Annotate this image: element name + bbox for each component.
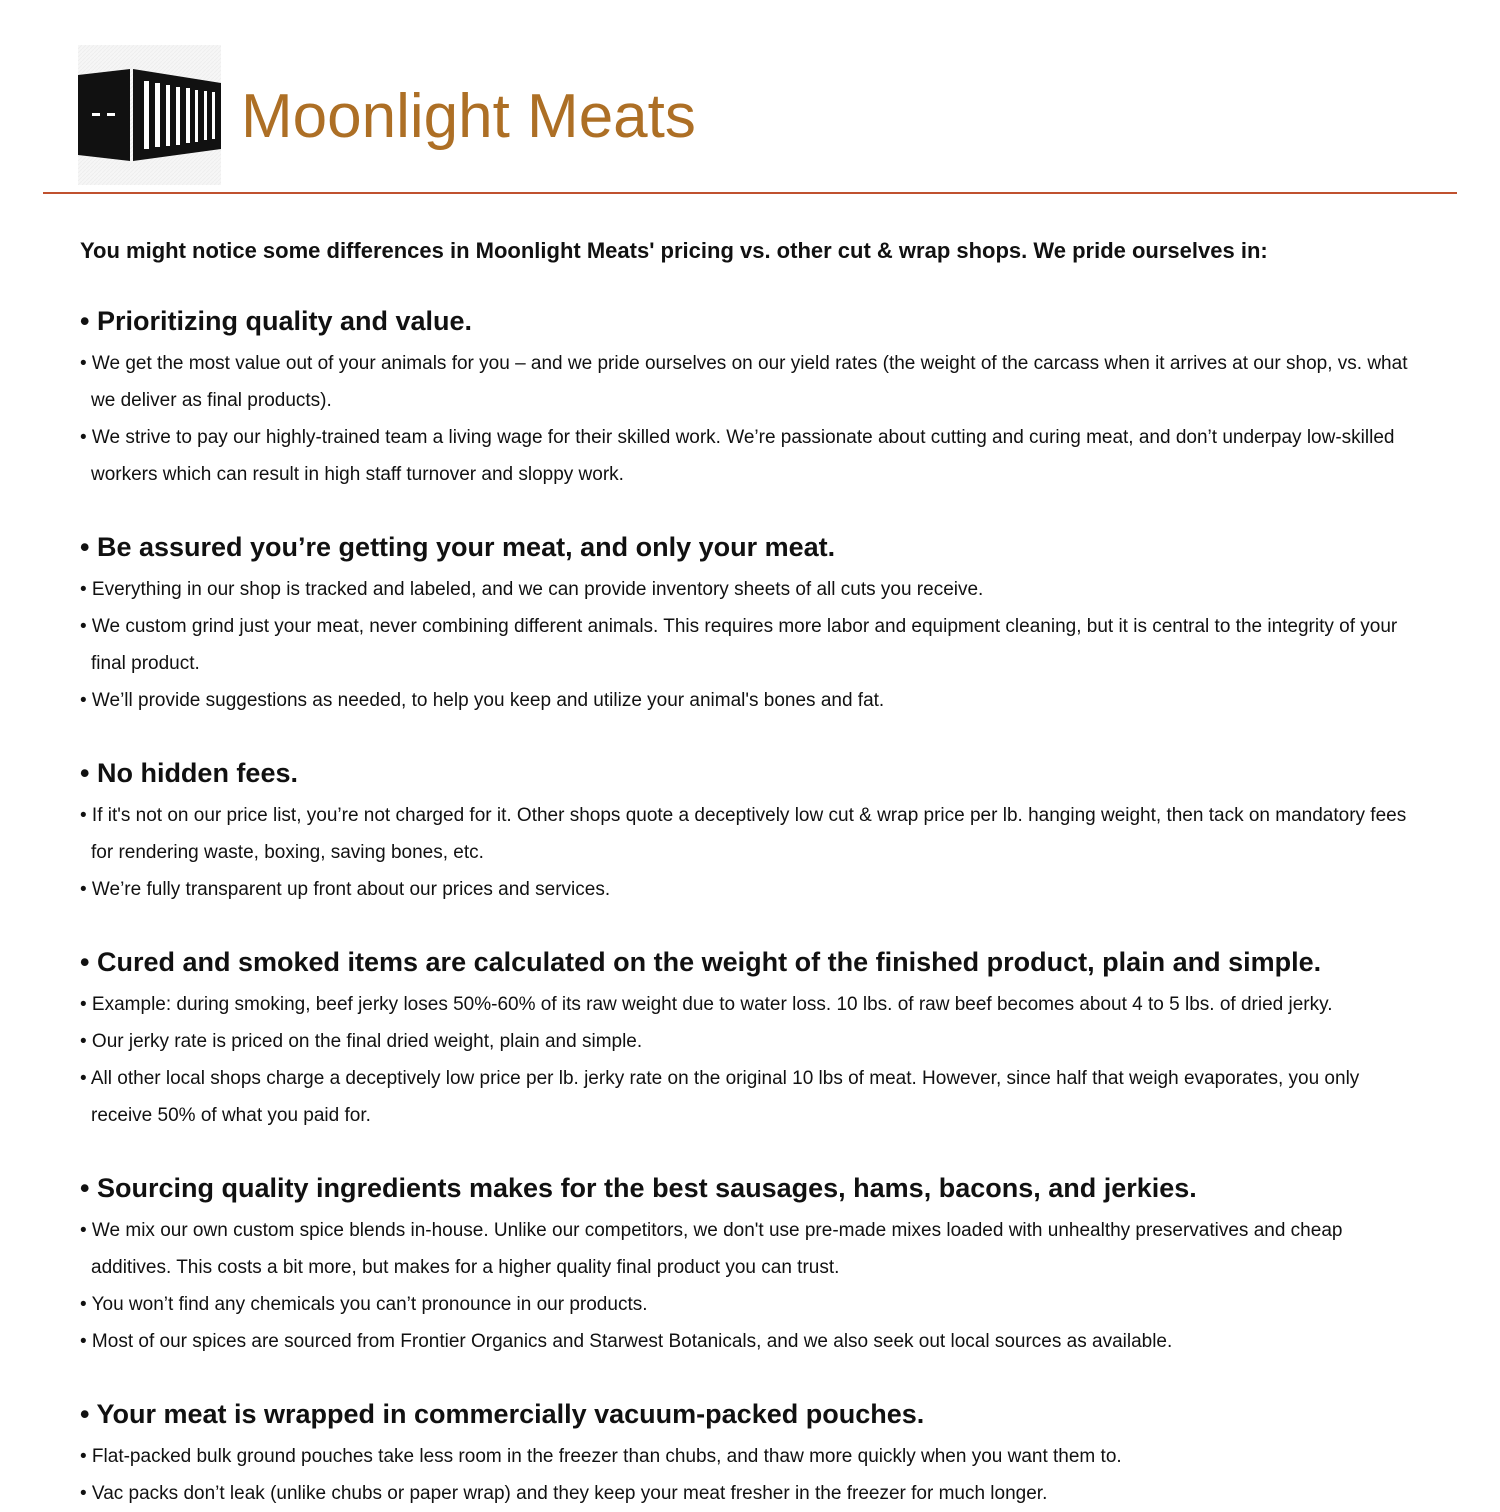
main-content	[80, 235, 1425, 1512]
section-cured-smoked	[80, 946, 1425, 1134]
list-item: • Flat-packed bulk ground pouches take less room in the freezer than chubs, and thaw more quickly when you want them to.	[80, 1446, 1122, 1467]
list-item: • We strive to pay our highly-trained team a living wage for their skilled work. We’re passionate about cutting and curing meat, and don’t underpay low-skilled workers which can result in high staff turnover and sloppy work.	[80, 427, 1395, 485]
list-item: • We mix our own custom spice blends in-house. Unlike our competitors, we don't use pre-made mixes loaded with unhealthy preservatives and cheap additives. This costs a bit more, but makes for a higher quality final product you can trust.	[80, 1220, 1343, 1278]
list-item: • We get the most value out of your animals for you – and we pride ourselves on our yield rates (the weight of the carcass when it arrives at our shop, vs. what we deliver as final products).	[80, 353, 1408, 411]
section-heading: • Your meat is wrapped in commercially vacuum-packed pouches.	[80, 1399, 925, 1429]
list-item: • All other local shops charge a deceptively low price per lb. jerky rate on the original 10 lbs of meat. However, since half that weigh evaporates, you only receive 50% of what you paid for.	[80, 1068, 1360, 1126]
list-item: • Vac packs don’t leak (unlike chubs or paper wrap) and they keep your meat fresher in the freezer for much longer.	[80, 1483, 1048, 1504]
page-header	[78, 45, 696, 185]
list-item: • Most of our spices are sourced from Frontier Organics and Starwest Botanicals, and we also seek out local sources as available.	[80, 1331, 1173, 1352]
section-ingredients	[80, 1172, 1425, 1360]
section-no-hidden-fees	[80, 757, 1425, 908]
list-item: • We custom grind just your meat, never combining different animals. This requires more labor and equipment cleaning, but it is central to the integrity of your final product.	[80, 616, 1398, 674]
list-item: • You won’t find any chemicals you can’t pronounce in our products.	[80, 1294, 648, 1315]
shipping-container-icon	[78, 45, 221, 185]
section-heading: • Cured and smoked items are calculated on the weight of the finished product, plain and simple.	[80, 947, 1322, 977]
section-heading: • No hidden fees.	[80, 758, 298, 788]
list-item: • If it's not on our price list, you’re not charged for it. Other shops quote a deceptively low cut & wrap price per lb. hanging weight, then tack on mandatory fees for rendering waste, boxing, saving bones, etc.	[80, 805, 1407, 863]
intro-text: You might notice some differences in Moonlight Meats' pricing vs. other cut & wrap shops. We pride ourselves in:	[80, 238, 1268, 263]
list-item: • We’ll provide suggestions as needed, to help you keep and utilize your animal's bones and fat.	[80, 690, 885, 711]
section-vacuum-packed	[80, 1398, 1425, 1512]
list-item: • Everything in our shop is tracked and labeled, and we can provide inventory sheets of all cuts you receive.	[80, 579, 984, 600]
brand-title: Moonlight Meats	[241, 82, 696, 151]
section-heading: • Prioritizing quality and value.	[80, 306, 473, 336]
list-item: • Our jerky rate is priced on the final dried weight, plain and simple.	[80, 1031, 643, 1052]
section-quality	[80, 305, 1425, 493]
list-item: • Example: during smoking, beef jerky loses 50%-60% of its raw weight due to water loss. 10 lbs. of raw beef becomes about 4 to 5 lbs. of dried jerky.	[80, 994, 1333, 1015]
section-your-meat	[80, 531, 1425, 719]
header-divider	[43, 192, 1457, 194]
list-item: • We’re fully transparent up front about our prices and services.	[80, 879, 611, 900]
section-heading: • Sourcing quality ingredients makes for the best sausages, hams, bacons, and jerkies.	[80, 1173, 1197, 1203]
section-heading: • Be assured you’re getting your meat, and only your meat.	[80, 532, 836, 562]
